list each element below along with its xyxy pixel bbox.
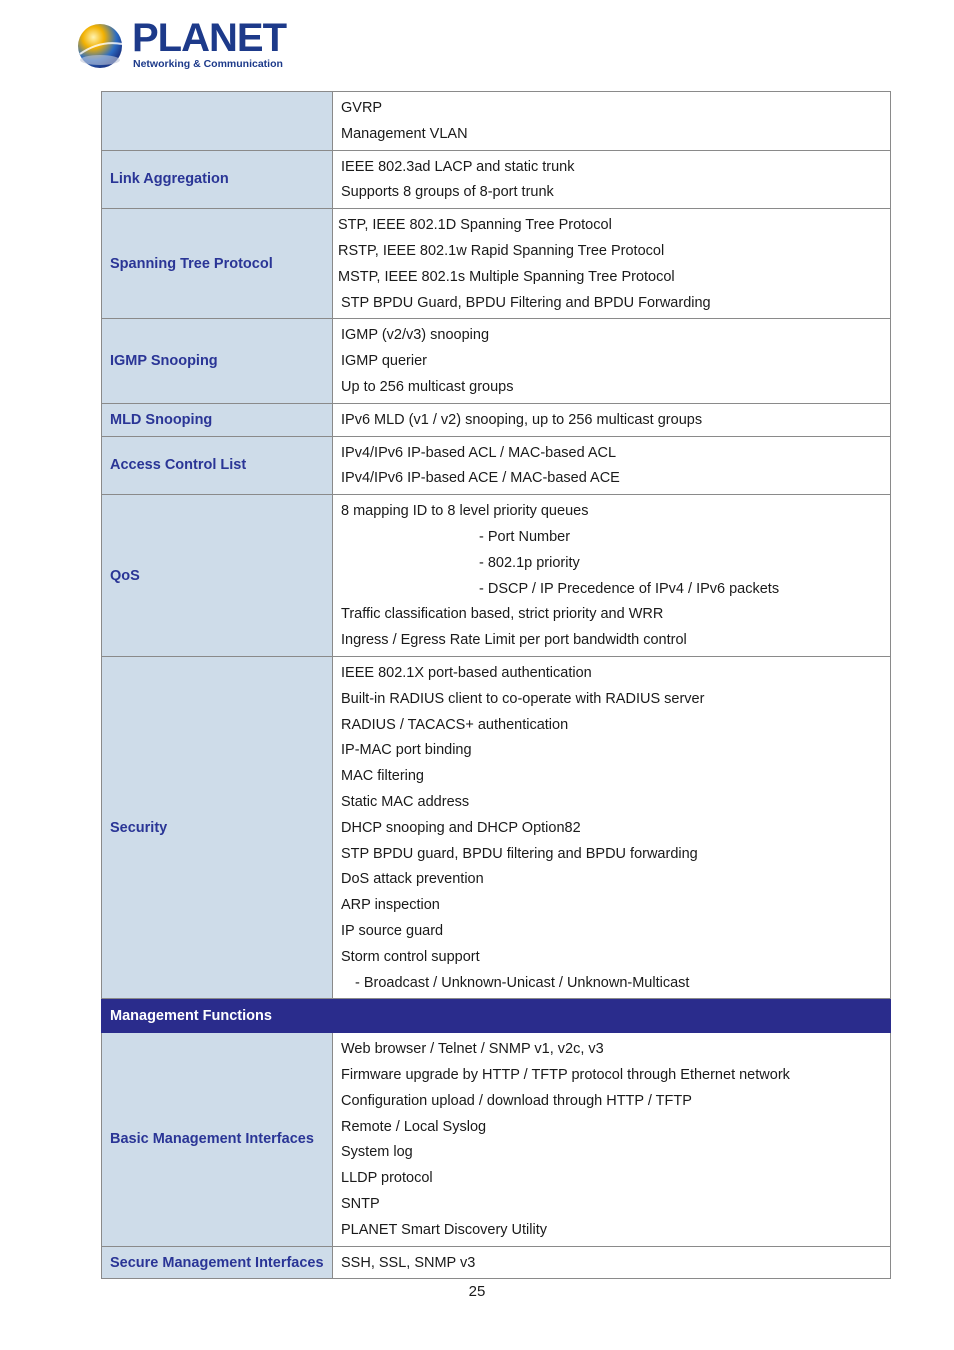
value-line: Remote / Local Syslog	[341, 1118, 487, 1135]
value-line: Firmware upgrade by HTTP / TFTP protocol through Ethernet network	[341, 1067, 790, 1084]
planet-logo	[76, 16, 286, 74]
value-line: SSH, SSL, SNMP v3	[341, 1254, 476, 1271]
table-row	[102, 150, 891, 209]
value-line: STP BPDU Guard, BPDU Filtering and BPDU Forwarding	[341, 294, 711, 311]
value-line: IPv6 MLD (v1 / v2) snooping, up to 256 multicast groups	[341, 411, 703, 428]
row-label: Secure Management Interfaces	[102, 1246, 333, 1279]
row-label: Basic Management Interfaces	[102, 1033, 333, 1246]
value-line: Built-in RADIUS client to co-operate with RADIUS server	[341, 690, 705, 707]
value-line: Management VLAN	[341, 125, 468, 142]
row-label: Spanning Tree Protocol	[102, 209, 333, 319]
row-values	[333, 92, 891, 151]
value-line: - 802.1p priority	[479, 554, 580, 571]
table-row	[102, 495, 891, 657]
value-line: - DSCP / IP Precedence of IPv4 / IPv6 packets	[479, 580, 780, 597]
row-label: QoS	[102, 495, 333, 657]
value-line: IPv4/IPv6 IP-based ACL / MAC-based ACL	[341, 444, 617, 461]
value-line: SNTP	[341, 1196, 380, 1213]
row-values	[333, 436, 891, 495]
value-line: RADIUS / TACACS+ authentication	[341, 716, 569, 733]
logo-wordmark: PLANET	[132, 16, 286, 60]
value-line: IGMP (v2/v3) snooping	[341, 327, 490, 344]
value-line: DoS attack prevention	[341, 871, 484, 888]
logo-tagline: Networking & Communication	[133, 58, 283, 70]
row-values	[333, 656, 891, 998]
row-values	[333, 209, 891, 319]
value-line: LLDP protocol	[341, 1170, 433, 1187]
value-line: 8 mapping ID to 8 level priority queues	[341, 503, 589, 520]
section-header-row	[102, 999, 891, 1033]
value-line: DHCP snooping and DHCP Option82	[341, 819, 581, 836]
value-line: IPv4/IPv6 IP-based ACE / MAC-based ACE	[341, 470, 620, 487]
value-line: RSTP, IEEE 802.1w Rapid Spanning Tree Protocol	[338, 242, 665, 259]
value-line: - Broadcast / Unknown-Unicast / Unknown-Multicast	[355, 974, 690, 991]
value-line: GVRP	[341, 100, 383, 116]
table-row	[102, 92, 891, 151]
value-line: IEEE 802.1X port-based authentication	[341, 664, 592, 681]
table-row	[102, 403, 891, 436]
row-label	[102, 92, 333, 151]
row-label: Security	[102, 656, 333, 998]
table-row	[102, 436, 891, 495]
row-label: Access Control List	[102, 436, 333, 495]
value-line: ARP inspection	[341, 897, 440, 914]
table-row	[102, 319, 891, 403]
row-label: MLD Snooping	[102, 403, 333, 436]
row-values	[333, 1246, 891, 1279]
value-line: Traffic classification based, strict priority and WRR	[341, 606, 664, 623]
value-line: - Port Number	[479, 528, 571, 545]
value-line: Configuration upload / download through HTTP / TFTP	[341, 1092, 692, 1109]
spec-table	[101, 91, 891, 1279]
table-row	[102, 656, 891, 998]
table-row	[102, 1033, 891, 1246]
value-line: Web browser / Telnet / SNMP v1, v2c, v3	[341, 1041, 604, 1058]
row-values	[333, 495, 891, 657]
value-line: Storm control support	[341, 948, 480, 965]
value-line: STP, IEEE 802.1D Spanning Tree Protocol	[338, 217, 612, 234]
row-values	[333, 1033, 891, 1246]
value-line: IP-MAC port binding	[341, 742, 472, 759]
value-line: IEEE 802.3ad LACP and static trunk	[341, 158, 575, 175]
value-line: Supports 8 groups of 8-port trunk	[341, 184, 554, 201]
value-line: System log	[341, 1144, 413, 1161]
globe-icon	[76, 20, 126, 72]
page-number: 25	[468, 1283, 486, 1300]
value-line: Up to 256 multicast groups	[341, 378, 514, 395]
row-values	[333, 319, 891, 403]
table-row	[102, 209, 891, 319]
row-values	[333, 150, 891, 209]
value-line: MSTP, IEEE 802.1s Multiple Spanning Tree Protocol	[338, 268, 675, 285]
table-row	[102, 1246, 891, 1279]
row-label: IGMP Snooping	[102, 319, 333, 403]
value-line: MAC filtering	[341, 768, 424, 785]
value-line: STP BPDU guard, BPDU filtering and BPDU forwarding	[341, 845, 698, 862]
value-line: PLANET Smart Discovery Utility	[341, 1221, 547, 1238]
row-label: Link Aggregation	[102, 150, 333, 209]
value-line: Ingress / Egress Rate Limit per port bandwidth control	[341, 632, 687, 649]
value-line: Static MAC address	[341, 793, 470, 810]
section-header: Management Functions	[102, 999, 891, 1033]
value-line: IP source guard	[341, 922, 444, 939]
row-values	[333, 403, 891, 436]
value-line: IGMP querier	[341, 353, 427, 370]
